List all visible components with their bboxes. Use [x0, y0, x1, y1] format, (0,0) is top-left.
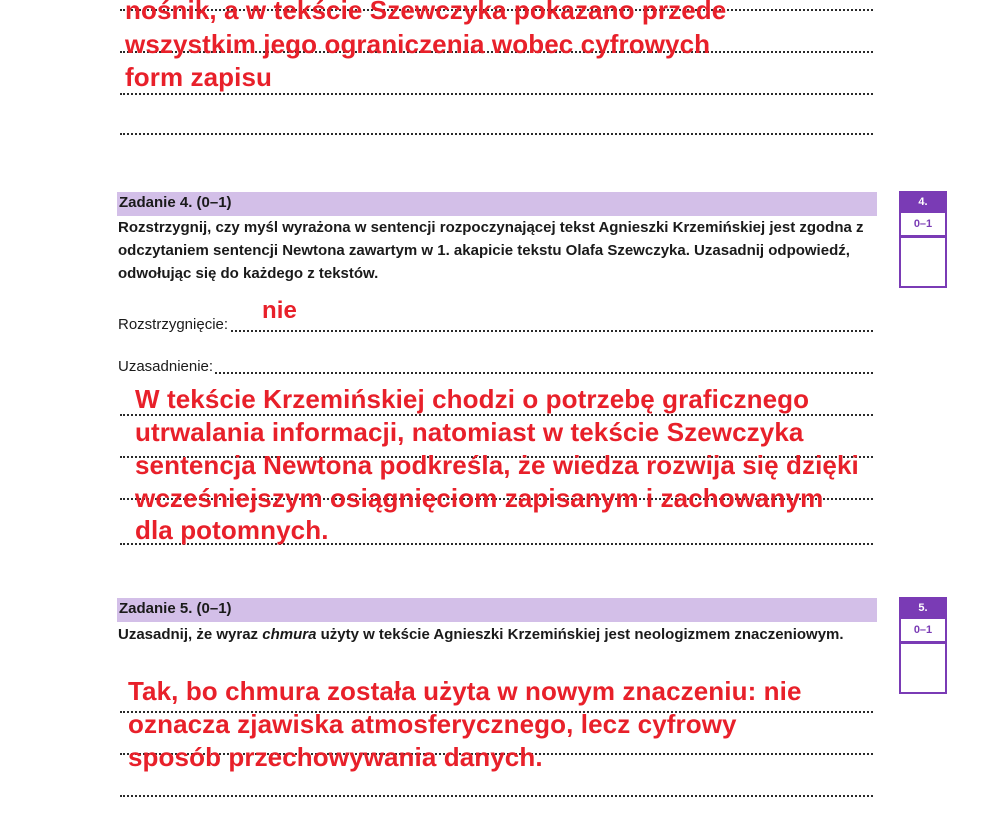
- score-range: 0–1: [899, 213, 947, 237]
- handwritten-answer-line: wcześniejszym osiągnięciom zapisanym i zachowanym: [135, 483, 824, 513]
- task-header: [117, 192, 877, 216]
- answer-line: [120, 133, 873, 135]
- answer-line: [120, 795, 873, 797]
- instruction-italic-word: chmura: [262, 626, 317, 643]
- instruction-part: Uzasadnij, że wyraz: [118, 626, 263, 643]
- score-entry-box[interactable]: [899, 237, 947, 288]
- task-header: [117, 598, 877, 622]
- handwritten-answer-line: nośnik, a w tekście Szewczyka pokazano przede: [125, 0, 727, 25]
- answer-line: [120, 372, 873, 374]
- justification-label: Uzasadnienie:: [118, 358, 214, 375]
- handwritten-answer-line: form zapisu: [125, 62, 273, 92]
- score-task-number: 4.: [899, 191, 947, 213]
- decision-label: Rozstrzygnięcie:: [118, 316, 229, 333]
- task-instruction: [118, 623, 878, 646]
- score-task-number: 5.: [899, 597, 947, 619]
- handwritten-answer-line: dla potomnych.: [135, 515, 329, 545]
- handwritten-answer-line: wszystkim jego ograniczenia wobec cyfrowych: [125, 29, 711, 59]
- score-range: 0–1: [899, 619, 947, 643]
- score-box: [899, 597, 947, 694]
- handwritten-answer-line: W tekście Krzemińskiej chodzi o potrzebę graficznego: [135, 384, 810, 414]
- handwritten-decision: nie: [262, 297, 297, 324]
- score-entry-box[interactable]: [899, 643, 947, 694]
- handwritten-answer-line: sentencja Newtona podkreśla, że wiedza rozwija się dzięki: [135, 450, 859, 480]
- task-title: Zadanie 5. (0–1): [119, 600, 232, 617]
- instruction-part: użyty w tekście Agnieszki Krzemińskiej jest neologizmem znaczeniowym.: [316, 626, 844, 643]
- handwritten-answer-line: oznacza zjawiska atmosferycznego, lecz cyfrowy: [128, 709, 737, 739]
- score-box: [899, 191, 947, 288]
- handwritten-answer-line: utrwalania informacji, natomiast w tekście Szewczyka: [135, 417, 804, 447]
- task-instruction: Rozstrzygnij, czy myśl wyrażona w sentencji rozpoczynającej tekst Agnieszki Krzemińskiej jest zgodna z odczytaniem sentencji Newtona zawartym w 1. akapicie tekstu Olafa Szewczyka. Uzasadnij odpowiedź, odwołując się do każdego z tekstów.: [118, 219, 864, 282]
- handwritten-answer-line: sposób przechowywania danych.: [128, 742, 543, 772]
- handwritten-answer-line: Tak, bo chmura została użyta w nowym znaczeniu: nie: [128, 676, 802, 706]
- task-title: Zadanie 4. (0–1): [119, 194, 232, 211]
- answer-line: [120, 330, 873, 332]
